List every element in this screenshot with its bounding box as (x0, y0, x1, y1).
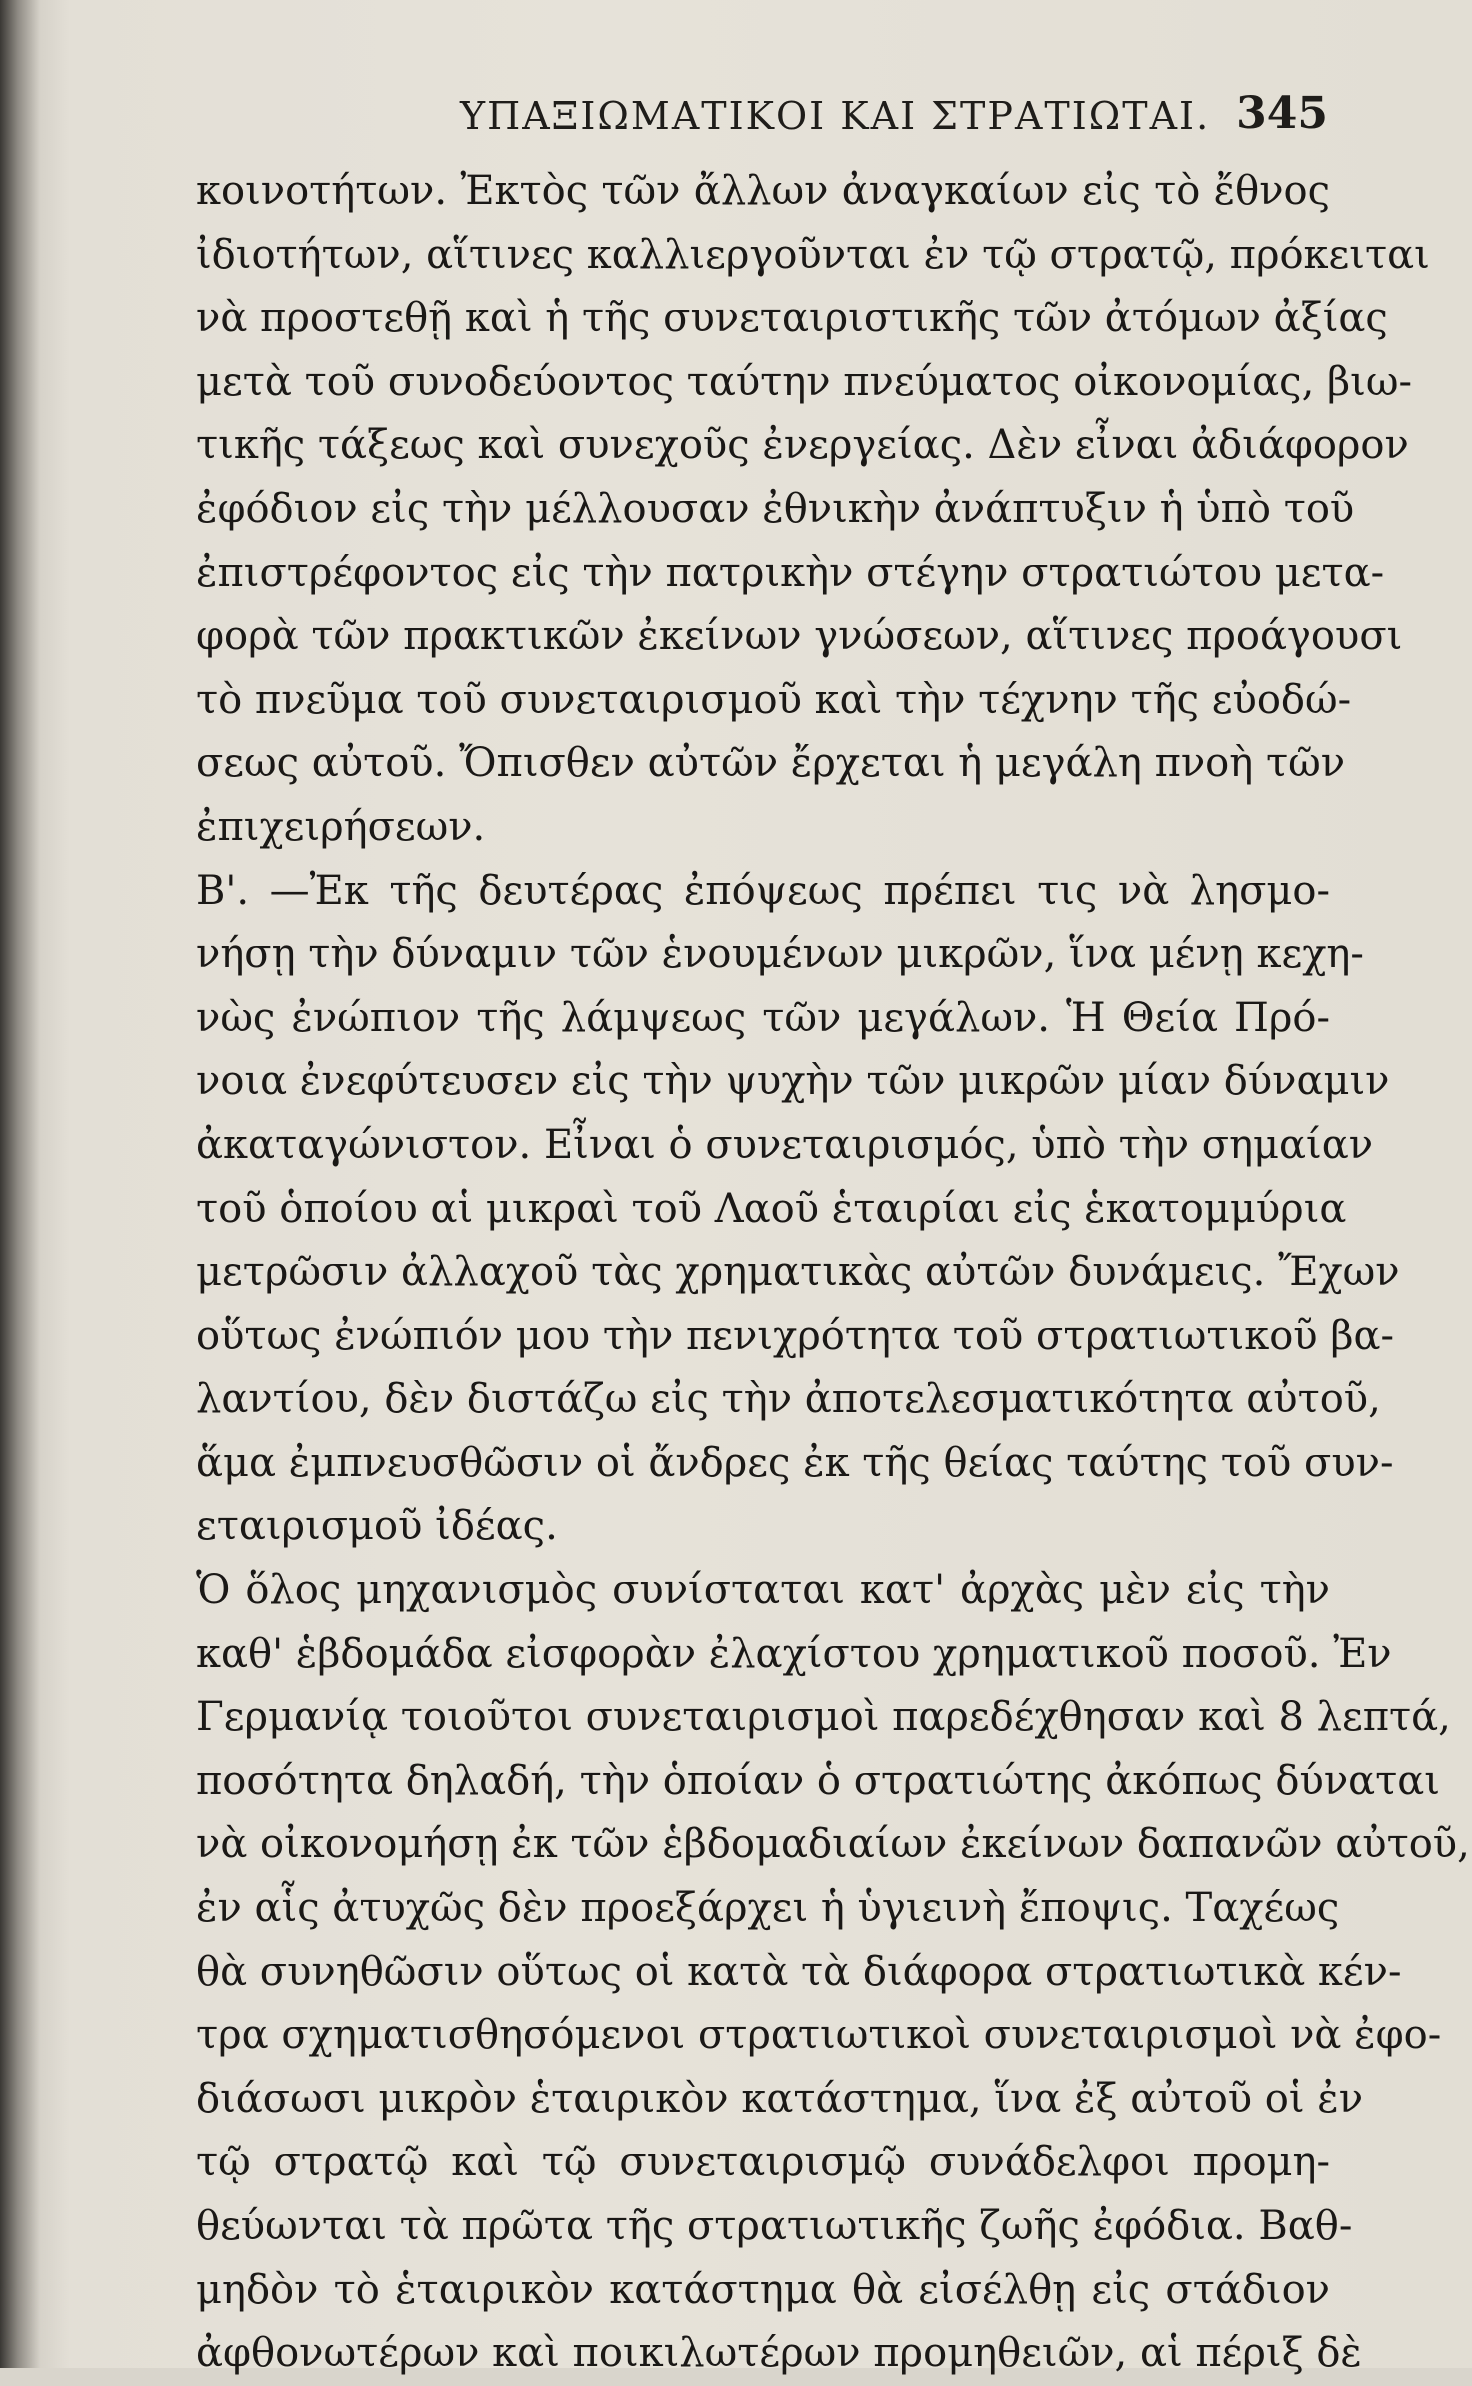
text-line: νὰ προστεθῇ καὶ ἡ τῆς συνεταιριστικῆς τῶν ἀτόμων ἀξίας (196, 295, 1388, 342)
text-line: Γερμανίᾳ τοιοῦτοι συνεταιρισμοὶ παρεδέχθησαν καὶ 8 λεπτά, (196, 1694, 1451, 1741)
text-line: καθ' ἑβδομάδα εἰσφορὰν ἐλαχίστου χρηματικοῦ ποσοῦ. Ἐν (196, 1630, 1392, 1677)
text-line: θὰ συνηθῶσιν οὕτως οἱ κατὰ τὰ διάφορα στρατιωτικὰ κέν- (196, 1948, 1402, 1995)
text-line: ἐν αἷς ἀτυχῶς δὲν προεξάρχει ἡ ὑγιεινὴ ἔποψις. Ταχέως (196, 1885, 1340, 1932)
text-line: ἀκαταγώνιστον. Εἶναι ὁ συνεταιρισμός, ὑπὸ τὴν σημαίαν (196, 1121, 1374, 1168)
text-line: τοῦ ὁποίου αἱ μικραὶ τοῦ Λαοῦ ἑταιρίαι εἰς ἑκατομμύρια (196, 1185, 1347, 1232)
text-line: λαντίου, δὲν διστάζω εἰς τὴν ἀποτελεσματικότητα αὐτοῦ, (196, 1376, 1381, 1423)
running-head: ΥΠΑΞΙΩΜΑΤΙΚΟΙ ΚΑΙ ΣΤΡΑΤΙΩΤΑΙ. (460, 94, 1211, 138)
page-header (190, 84, 1340, 144)
text-line: νὰ οἰκονομήσῃ ἐκ τῶν ἑβδομαδιαίων ἐκείνων δαπανῶν αὐτοῦ, (196, 1821, 1470, 1868)
text-line: ἐπιστρέφοντος εἰς τὴν πατρικὴν στέγην στρατιώτου μετα- (196, 549, 1385, 596)
text-line: ἰδιοτήτων, αἵτινες καλλιεργοῦνται ἐν τῷ στρατῷ, πρόκειται (196, 231, 1430, 278)
text-line: ἐπιχειρήσεων. (196, 803, 486, 850)
text-line: μετρῶσιν ἀλλαχοῦ τὰς χρηματικὰς αὐτῶν δυνάμεις. Ἔχων (196, 1249, 1400, 1296)
text-line: Ὁ ὅλος μηχανισμὸς συνίσταται κατ' ἀρχὰς μὲν εἰς τὴν (196, 1567, 1330, 1614)
text-line: νὼς ἐνώπιον τῆς λάμψεως τῶν μεγάλων. Ἡ Θεία Πρό- (196, 994, 1330, 1041)
text-line: τικῆς τάξεως καὶ συνεχοῦς ἐνεργείας. Δὲν εἶναι ἀδιάφορον (196, 422, 1409, 469)
text-line: τὸ πνεῦμα τοῦ συνεταιρισμοῦ καὶ τὴν τέχνην τῆς εὐοδώ- (196, 676, 1352, 723)
text-line: ἅμα ἐμπνευσθῶσιν οἱ ἄνδρες ἐκ τῆς θείας ταύτης τοῦ συν- (196, 1439, 1394, 1486)
text-line: θεύωνται τὰ πρῶτα τῆς στρατιωτικῆς ζωῆς ἐφόδια. Βαθ- (196, 2203, 1353, 2249)
text-line: τρα σχηματισθησόμενοι στρατιωτικοὶ συνεταιρισμοὶ νὰ ἐφο- (196, 2012, 1442, 2059)
text-line: ἐφόδιον εἰς τὴν μέλλουσαν ἐθνικὴν ἀνάπτυξιν ἡ ὑπὸ τοῦ (196, 485, 1355, 532)
text-line: ἀφθονωτέρων καὶ ποικιλωτέρων προμηθειῶν, αἱ πέριξ δὲ (196, 2330, 1362, 2377)
text-line: ποσότητα δηλαδή, τὴν ὁποίαν ὁ στρατιώτης ἀκόπως δύναται (196, 1757, 1440, 1804)
text-line: τῷ στρατῷ καὶ τῷ συνεταιρισμῷ συνάδελφοι προμη- (196, 2139, 1330, 2186)
text-line: σεως αὐτοῦ. Ὄπισθεν αὐτῶν ἔρχεται ἡ μεγάλη πνοὴ τῶν (196, 740, 1346, 787)
text-line: Β'. —Ἐκ τῆς δευτέρας ἐπόψεως πρέπει τις νὰ λησμο- (196, 867, 1330, 914)
text-line: κοινοτήτων. Ἐκτὸς τῶν ἄλλων ἀναγκαίων εἰς τὸ ἔθνος (196, 168, 1330, 214)
text-line: διάσωσι μικρὸν ἑταιρικὸν κατάστημα, ἵνα ἐξ αὐτοῦ οἱ ἐν (196, 2075, 1364, 2122)
text-line: μηδὸν τὸ ἑταιρικὸν κατάστημα θὰ εἰσέλθῃ εἰς στάδιον (196, 2266, 1330, 2313)
text-line: φορὰ τῶν πρακτικῶν ἐκείνων γνώσεων, αἵτινες προάγουσι (196, 613, 1403, 660)
page-number: 345 (1236, 88, 1328, 139)
text-line: μετὰ τοῦ συνοδεύοντος ταύτην πνεύματος οἰκονομίας, βιω- (196, 358, 1412, 405)
body-text (196, 160, 1470, 2386)
text-line: οὕτως ἐνώπιόν μου τὴν πενιχρότητα τοῦ στρατιωτικοῦ βα- (196, 1312, 1394, 1359)
text-line: εταιρισμοῦ ἰδέας. (196, 1503, 558, 1550)
text-line: νήσῃ τὴν δύναμιν τῶν ἑνουμένων μικρῶν, ἵνα μένῃ κεχη- (196, 931, 1364, 978)
text-line: νοια ἐνεφύτευσεν εἰς τὴν ψυχὴν τῶν μικρῶν μίαν δύναμιν (196, 1058, 1390, 1105)
